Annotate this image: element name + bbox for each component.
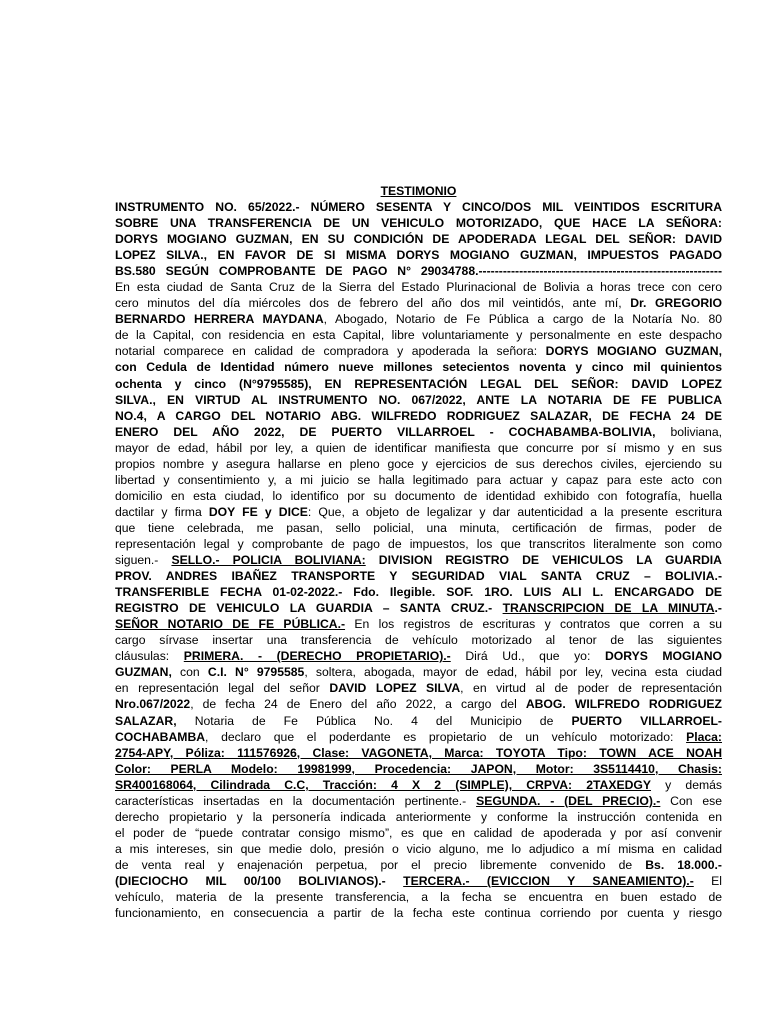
body-line xyxy=(115,472,722,488)
text-run: REGISTRO DE VEHICULO LA GUARDIA – SANTA CRUZ.- xyxy=(115,601,493,616)
body-line xyxy=(115,359,722,375)
body-line xyxy=(115,729,722,745)
text-run: Nro.067/2022 xyxy=(115,697,191,712)
body-line xyxy=(115,488,722,504)
text-run: funcionamiento, en consecuencia a partir de la fecha este continua corriendo por cuenta y riesgo xyxy=(115,906,722,921)
text-run: SR400168064, Cilindrada C.C, Tracción: 4 X 2 (SIMPLE), CRPVA: 2TAXEDGY xyxy=(115,777,652,792)
body-line xyxy=(115,761,722,777)
body-line xyxy=(115,584,722,600)
text-run: de venta real y enajenación perpetua, por el precio libremente convenido de xyxy=(115,857,646,872)
text-run: , declaro que el poderdante es propietario de un vehículo motorizado: xyxy=(205,729,687,744)
body-line xyxy=(115,841,722,857)
text-run: ochenta y cinco (N°9795585), EN REPRESENTACIÓN LEGAL DEL SEÑOR: DAVID LOPEZ xyxy=(115,376,722,391)
body-line xyxy=(115,616,722,632)
text-run xyxy=(492,601,502,615)
body-line xyxy=(115,504,722,520)
text-run: propios nombre y asegura hallarse en pleno goce y ejercicios de sus derechos civiles, ejerciendo su xyxy=(115,456,722,471)
body-line xyxy=(115,295,722,311)
text-run: Color: PERLA Modelo: 19981999, Procedencia: JAPON, Motor: 3S5114410, Chasis: xyxy=(115,761,722,776)
text-run: el poder de “puede contratar consigo mismo”, es que en calidad de apoderada y por así convenir xyxy=(115,825,722,840)
body-line xyxy=(115,664,722,680)
text-run: 2754-APY, Póliza: 111576926, Clase: VAGONETA, Marca: TOYOTA Tipo: TOWN ACE NOAH xyxy=(115,745,722,760)
body-line xyxy=(115,440,722,456)
text-run: SILVA., EN VIRTUD AL INSTRUMENTO NO. 067/2022, ANTE LA NOTARIA DE FE PUBLICA xyxy=(115,392,722,407)
text-run: notarial comparece en calidad de compradora y apoderada la señora: xyxy=(115,344,546,359)
body-line xyxy=(115,793,722,809)
text-run: COCHABAMBA xyxy=(115,729,206,744)
text-run: DIVISION REGISTRO DE VEHICULOS LA GUARDIA xyxy=(365,553,722,568)
text-run: vehículo, materia de la presente transferencia, a la fecha se encuentra en buen estado de xyxy=(115,890,722,905)
body-line xyxy=(115,809,722,825)
body-line xyxy=(115,600,722,616)
text-run: y demás xyxy=(651,777,722,792)
body-line xyxy=(115,713,722,729)
body-line xyxy=(115,327,722,343)
body-line xyxy=(115,825,722,841)
text-run: TERCERA.- (EVICCION Y SANEAMIENTO).- xyxy=(403,873,694,888)
text-run: Bs. 18.000.- xyxy=(645,857,722,872)
body-line xyxy=(115,424,722,440)
body-line xyxy=(115,536,722,552)
text-run: Dr. GREGORIO xyxy=(630,296,722,311)
text-run: Con ese xyxy=(660,793,722,808)
text-run: SELLO.- POLICIA BOLIVIANA: xyxy=(171,553,366,568)
text-run: : Que, a objeto de legalizar y dar autenticidad a la presente escritura xyxy=(307,504,722,519)
text-run: BERNARDO HERRERA MAYDANA xyxy=(115,312,324,327)
body-line xyxy=(115,696,722,712)
text-run: cargo sírvase insertar una transferencia de vehículo motorizado al tenor de las siguientes xyxy=(115,633,722,648)
body-line xyxy=(115,680,722,696)
text-run: en representación legal del señor xyxy=(115,681,330,696)
body-line xyxy=(115,777,722,793)
text-run: SALAZAR, xyxy=(115,713,177,728)
text-run: dactilar y firma xyxy=(115,504,209,519)
text-run: PROV. ANDRES IBAÑEZ TRANSPORTE Y SEGURIDAD VIAL SANTA CRUZ – BOLIVIA.- xyxy=(115,569,722,584)
body-line xyxy=(115,632,722,648)
header-line: INSTRUMENTO NO. 65/2022.- NÚMERO SESENTA Y CINCO/DOS MIL VEINTIDOS ESCRITURA xyxy=(115,200,722,214)
text-run: con xyxy=(171,665,208,680)
document-title: TESTIMONIO xyxy=(380,184,457,198)
text-run: Placa: xyxy=(686,729,722,744)
text-run: siguen.- xyxy=(115,553,172,568)
text-run: que tiene celebrada, me pasan, sello policial, una minuta, certificación de firmas, poder de xyxy=(115,520,722,535)
document-body xyxy=(115,279,722,921)
text-run: .- xyxy=(714,601,722,616)
body-line xyxy=(115,552,722,568)
text-run: GUZMAN, xyxy=(115,665,172,680)
body-line xyxy=(115,648,722,664)
text-run: DOY FE y DICE xyxy=(208,504,308,519)
header-line: SOBRE UNA TRANSFERENCIA DE UN VEHICULO MOTORIZADO, QUE HACE LA SEÑORA: xyxy=(115,216,722,231)
text-run: , en virtud al de poder de representación xyxy=(460,681,722,696)
text-run: , Abogado, Notario de Fe Pública a cargo de la Notaría No. 80 xyxy=(323,312,722,327)
body-line xyxy=(115,343,722,359)
text-run: cláusulas: xyxy=(115,649,184,664)
text-run: DORYS MOGIANO GUZMAN, xyxy=(545,344,722,359)
body-line xyxy=(115,408,722,424)
body-line xyxy=(115,568,722,584)
text-run: En los registros de escrituras y contratos que corren a su xyxy=(345,617,722,632)
text-run: ENERO DEL AÑO 2022, DE PUERTO VILLARROEL - COCHABAMBA-BOLIVIA, xyxy=(115,424,656,439)
text-run: , soltera, abogada, mayor de edad, hábil por ley, vecina esta ciudad xyxy=(304,665,722,680)
text-run: Dirá Ud., que yo: xyxy=(450,649,605,664)
document-page xyxy=(115,183,722,921)
text-run: representación legal y comprobante de pago de impuestos, los que transcritos literalmente son como xyxy=(115,536,722,551)
body-line xyxy=(115,889,722,905)
text-run: características insertadas en la documentación pertinente.- xyxy=(115,793,477,808)
text-run: Notaria de Fe Pública No. 4 del Municipio de xyxy=(176,713,572,728)
text-run: TRANSFERIBLE FECHA 01-02-2022.- Fdo. Ilegible. SOF. 1RO. LUIS ALI L. ENCARGADO DE xyxy=(115,585,722,600)
text-run: de la Capital, con residencia en esta Capital, libre voluntariamente y personalmente en este despacho xyxy=(115,328,722,343)
body-line xyxy=(115,376,722,392)
text-run: C.I. N° 9795585 xyxy=(207,665,305,680)
document-header xyxy=(115,199,722,279)
text-run: PRIMERA. - (DERECHO PROPIETARIO).- xyxy=(183,649,451,664)
text-run: cero minutos del día miércoles dos de febrero del año dos mil veintidós, ante mí, xyxy=(115,296,631,311)
text-run: El xyxy=(693,873,722,888)
text-run: , de fecha 24 de Enero del año 2022, a cargo del xyxy=(190,697,526,712)
text-run: ABOG. WILFREDO RODRIGUEZ xyxy=(525,697,722,712)
text-run: derecho propietario y la personería indicada anteriormente y conforme la instrucción contenida en xyxy=(115,809,722,824)
text-run xyxy=(386,874,403,888)
text-run: boliviana, xyxy=(655,424,722,439)
text-run: a mis intereses, sin que medie dolo, presión o vicio alguno, me lo adjudico a mí misma en calidad xyxy=(115,841,722,856)
header-line: DORYS MOGIANO GUZMAN, EN SU CONDICIÓN DE APODERADA LEGAL DEL SEÑOR: DAVID xyxy=(115,232,722,247)
body-line xyxy=(115,857,722,873)
body-line xyxy=(115,905,722,921)
text-run: libertad y consentimiento y, a mi juicio se halla legitimado para actuar y capaz para este acto con xyxy=(115,472,722,487)
text-run: (DIECIOCHO MIL 00/100 BOLIVIANOS).- xyxy=(115,873,386,888)
text-run: DORYS MOGIANO xyxy=(604,649,722,664)
text-run: NO.4, A CARGO DEL NOTARIO ABG. WILFREDO RODRIGUEZ SALAZAR, DE FECHA 24 DE xyxy=(115,408,722,423)
body-line xyxy=(115,279,722,295)
text-run: PUERTO VILLARROEL- xyxy=(571,713,722,728)
header-line: LOPEZ SILVA., EN FAVOR DE SI MISMA DORYS MOGIANO GUZMAN, IMPUESTOS PAGADO xyxy=(115,248,722,263)
text-run: domicilio en esta ciudad, lo identifico por su documento de identidad exhibido con fotografía, huella xyxy=(115,488,722,503)
text-run: SEGUNDA. - (DEL PRECIO).- xyxy=(476,793,661,808)
header-line: BS.580 SEGÚN COMPROBANTE DE PAGO N° 29034788.------------------------------------------------------------ xyxy=(115,264,722,279)
body-line xyxy=(115,873,722,889)
body-line xyxy=(115,392,722,408)
text-run: TRANSCRIPCION DE LA MINUTA xyxy=(502,601,715,616)
body-line xyxy=(115,311,722,327)
body-line xyxy=(115,456,722,472)
text-run: En esta ciudad de Santa Cruz de la Sierra del Estado Plurinacional de Bolivia a horas trece con cero xyxy=(115,280,722,295)
text-run: mayor de edad, hábil por ley, a quien de identificar manifiesta que concurre por sí mismo y en sus xyxy=(115,440,722,455)
text-run: SEÑOR NOTARIO DE FE PÚBLICA.- xyxy=(115,617,346,632)
body-line xyxy=(115,520,722,536)
text-run: con Cedula de Identidad número nueve millones setecientos noventa y cinco mil quinientos xyxy=(115,360,722,375)
body-line xyxy=(115,745,722,761)
text-run: DAVID LOPEZ SILVA xyxy=(329,681,461,696)
